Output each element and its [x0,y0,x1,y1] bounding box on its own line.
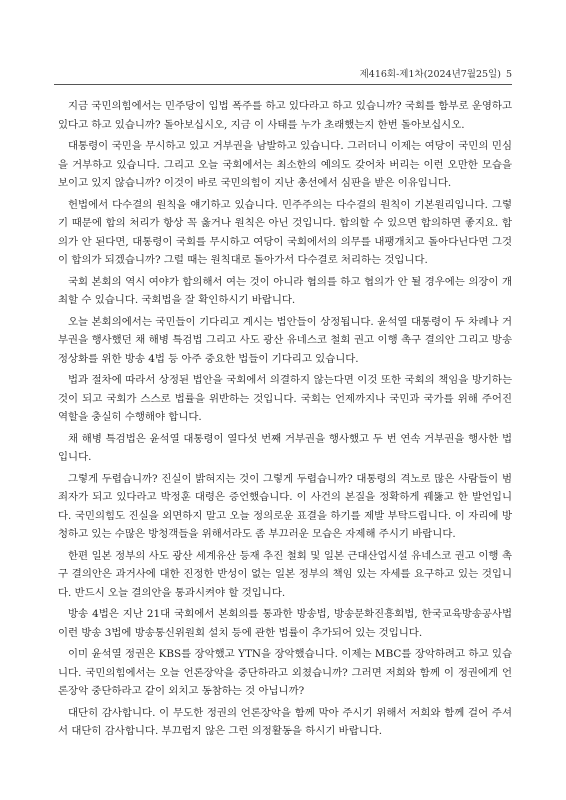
speech-body [58,97,512,744]
paragraph: 대단히 감사합니다. 이 무도한 정권의 언론장악을 함께 막아 주시기 위해서 저희와 함께 걸어 주셔서 대단히 감사합니다. 부끄럽지 않은 그런 의정활동을 하시기 바랍니다. [58,706,512,737]
paragraph: 오늘 본회의에서는 국민들이 기다리고 계시는 법안들이 상정됩니다. 윤석열 대통령이 두 차례나 거부권을 행사했던 채 해병 특검법 그리고 사도 광산 유네스코 철회 권고 이행 촉구 결의안 그리고 방송정상화를 위한 방송 4법 등 아주 중요한 법들이 기다리고 있습니다. [58,315,512,365]
paragraph: 헌법에서 다수결의 원칙을 얘기하고 있습니다. 민주주의는 다수결의 원칙이 기본원리입니다. 그렇기 때문에 합의 처리가 항상 꼭 옳거나 원칙은 아닌 것입니다. 합의할 수 있으면 합의하면 좋지요. 합의가 안 된다면, 대통령이 국회를 무시하고 여당이 국회에서의 의무를 내팽개치고 돌아다닌다면 그것이 합의가 되겠습니까? 그럴 때는 원칙대로 돌아가서 다수결로 처리하는 것입니다. [58,198,512,266]
paragraph: 한편 일본 정부의 사도 광산 세계유산 등재 추진 철회 및 일본 근대산업시설 유네스코 권고 이행 촉구 결의안은 과거사에 대한 진정한 반성이 없는 일본 정부의 책임 있는 자세를 요구하고 있는 것입니다. 반드시 오늘 결의안을 통과시켜야 할 것입니다. [58,549,512,599]
page-number: 5 [505,69,512,80]
page-header [360,66,512,80]
header-rule [54,84,512,85]
paragraph: 방송 4법은 지난 21대 국회에서 본회의를 통과한 방송법, 방송문화진흥회법, 한국교육방송공사법 이런 방송 3법에 방송통신위원회 설치 등에 관한 법률이 추가되어 있는 것입니다. [58,608,512,639]
paragraph: 이미 윤석열 정권은 KBS를 장악했고 YTN을 장악했습니다. 이제는 MBC를 장악하려고 하고 있습니다. 국민의힘에서는 오늘 언론장악을 중단하라고 외쳤습니까? 그러면 저희와 함께 이 정권에게 언론장악 중단하라고 같이 외치고 동참하는 것 아닙니까? [58,648,512,697]
paragraph: 그렇게 두렵습니까? 진실이 밝혀지는 것이 그렇게 두렵습니까? 대통령의 격노로 많은 사람들이 범죄자가 되고 있다라고 박정훈 대령은 증언했습니다. 이 사건의 본질을 정확하게 꿰뚫고 한 발언입니다. 국민의힘도 진실을 외면하지 말고 오늘 정의로운 표결을 하기를 제발 부탁드립니다. 이 자리에 방청하고 있는 수많은 방청객들을 위해서라도 좀 부끄러운 모습은 자제해 주시기 바랍니다. [58,472,512,540]
paragraph: 채 해병 특검법은 윤석열 대통령이 열다섯 번째 거부권을 행사했고 두 번 연속 거부권을 행사한 법입니다. [58,432,512,463]
paragraph: 국회 본회의 역시 여야가 합의해서 여는 것이 아니라 협의를 하고 협의가 안 될 경우에는 의장이 개최할 수 있습니다. 국회법을 잘 확인하시기 바랍니다. [58,275,512,306]
paragraph: 법과 절차에 따라서 상정된 법안을 국회에서 의결하지 않는다면 이것 또한 국회의 책임을 방기하는 것이 되고 국회가 스스로 법률을 위반하는 것입니다. 국회는 언제까지나 국민과 국가를 위해 주어진 역할을 충실히 수행해야 합니다. [58,374,512,423]
issue-label: 제416회-제1차(2024년7월25일) [359,69,501,80]
paragraph: 대통령이 국민을 무시하고 있고 거부권을 남발하고 있습니다. 그러더니 이제는 여당이 국민의 민심을 거부하고 있습니다. 그리고 오늘 국회에서는 최소한의 예의도 갖어차 버리는 이런 오만한 모습을 보이고 있지 않습니까? 이것이 바로 국민의힘이 지난 총선에서 심판을 받은 이유입니다. [58,140,512,189]
paragraph: 지금 국민의힘에서는 민주당이 입법 폭주를 하고 있다라고 하고 있습니까? 국회를 함부로 운영하고 있다고 하고 있습니까? 돌아보십시오, 지금 이 사태를 누가 초래했는지 한번 돌아보십시오. [58,100,512,131]
